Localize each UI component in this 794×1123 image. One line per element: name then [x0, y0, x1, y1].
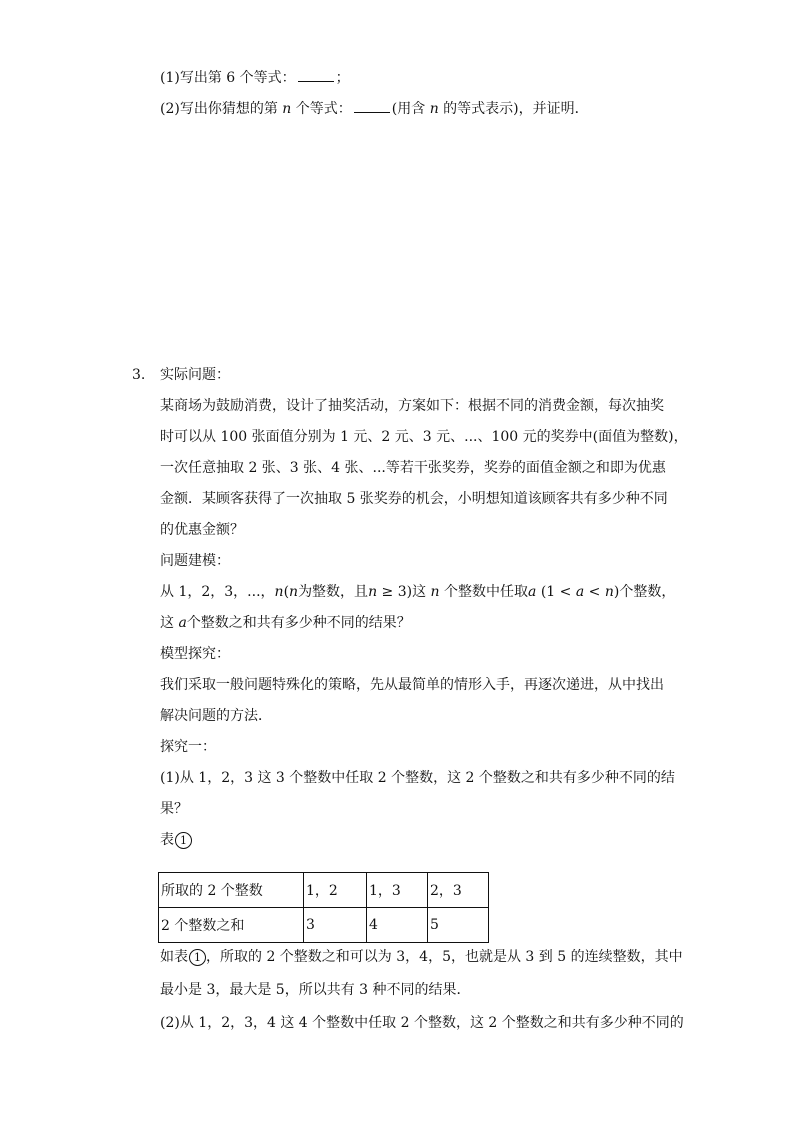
question-line: (2)从 1，2，3，4 这 4 个整数中任取 2 个整数，这 2 个整数之和共有多少种不同的: [160, 1015, 684, 1031]
text: 这: [160, 615, 179, 631]
question-1-prefix: (1)写出第 6 个等式：: [160, 70, 296, 86]
section-heading-modeling: 问题建模：: [160, 553, 230, 569]
var-n: n: [604, 584, 614, 600]
question-2-text-c: (用含: [391, 101, 430, 117]
var-n: n: [282, 101, 292, 117]
caption-text: 表: [160, 832, 174, 848]
var-n: n: [274, 584, 284, 600]
circled-number: 1: [189, 949, 206, 966]
answer-blank: [298, 67, 334, 82]
text: ≥ 3)这: [377, 584, 431, 600]
table-cell: 2 个整数之和: [159, 908, 304, 943]
table-cell: 1，3: [367, 873, 428, 908]
var-n: n: [289, 584, 299, 600]
answer-blank: [354, 98, 390, 113]
var-n: n: [430, 584, 440, 600]
model-line-2: [160, 613, 411, 633]
text: ，所取的 2 个整数之和可以为 3，4，5，也就是从 3 到 5 的连续整数，其中: [206, 949, 683, 965]
text: <: [584, 584, 605, 600]
question-1-line: [160, 67, 350, 88]
text: 如表: [160, 949, 188, 965]
para-line: 的优惠金额？: [160, 522, 244, 538]
para-line: 我们采取一般问题特殊化的策略，先从最简单的情形入手，再逐次递进，从中找出: [160, 677, 664, 693]
text: 个整数中任取: [439, 584, 529, 600]
text: )个整数，: [613, 584, 676, 600]
after-table-line-1: [160, 947, 683, 967]
inquiry-heading: 探究一：: [160, 739, 216, 755]
table-cell: 4: [367, 908, 428, 943]
table-row: [159, 908, 489, 943]
para-line: 时可以从 100 张面值分别为 1 元、2 元、3 元、...、100 元的奖券中(面值为整数)，: [160, 429, 688, 445]
para-line: 解决问题的方法．: [160, 708, 272, 724]
text: 为整数，且: [298, 584, 369, 600]
section-heading-explore: 模型探究：: [160, 646, 230, 662]
table-cell: 2，3: [428, 873, 489, 908]
text: (: [283, 584, 290, 600]
table-cell: 1，2: [304, 873, 367, 908]
question-2-text-d: 的等式表示)，并证明．: [438, 101, 589, 117]
text: 从 1，2，3，...，: [160, 584, 275, 600]
problem-heading: 实际问题：: [160, 367, 230, 383]
table-cell: 3: [304, 908, 367, 943]
table-cell: 所取的 2 个整数: [159, 873, 304, 908]
problem-number: 3.: [132, 367, 146, 383]
question-1-suffix: ；: [335, 70, 350, 86]
text: (1 <: [536, 584, 576, 600]
var-a: a: [528, 584, 537, 600]
after-table-line-2: 最小是 3，最大是 5，所以共有 3 种不同的结果．: [160, 982, 471, 998]
table-cell: 5: [428, 908, 489, 943]
var-a: a: [178, 615, 187, 631]
question-line: 果？: [160, 801, 188, 817]
para-line: 某商场为鼓励消费，设计了抽奖活动，方案如下：根据不同的消费金额，每次抽奖: [160, 398, 664, 414]
question-line: (1)从 1，2，3 这 3 个整数中任取 2 个整数，这 2 个整数之和共有多少种不同的结: [160, 770, 675, 786]
var-n: n: [429, 101, 439, 117]
question-2-line: [160, 98, 589, 119]
para-line: 一次任意抽取 2 张、3 张、4 张、...等若干张奖券，奖券的面值金额之和即为优惠: [160, 460, 666, 476]
para-line: 金额．某顾客获得了一次抽取 5 张奖券的机会，小明想知道该顾客共有多少种不同: [160, 491, 668, 507]
var-a: a: [575, 584, 585, 600]
table-row: [159, 873, 489, 908]
var-n: n: [368, 584, 378, 600]
circled-number: 1: [175, 832, 192, 849]
question-2-text-a: (2)写出你猜想的第: [160, 101, 283, 117]
table-caption: [160, 830, 192, 850]
text: 个整数之和共有多少种不同的结果？: [186, 615, 411, 631]
sum-table: [158, 872, 489, 943]
model-line-1: [160, 582, 675, 602]
question-2-text-b: 个等式：: [291, 101, 352, 117]
